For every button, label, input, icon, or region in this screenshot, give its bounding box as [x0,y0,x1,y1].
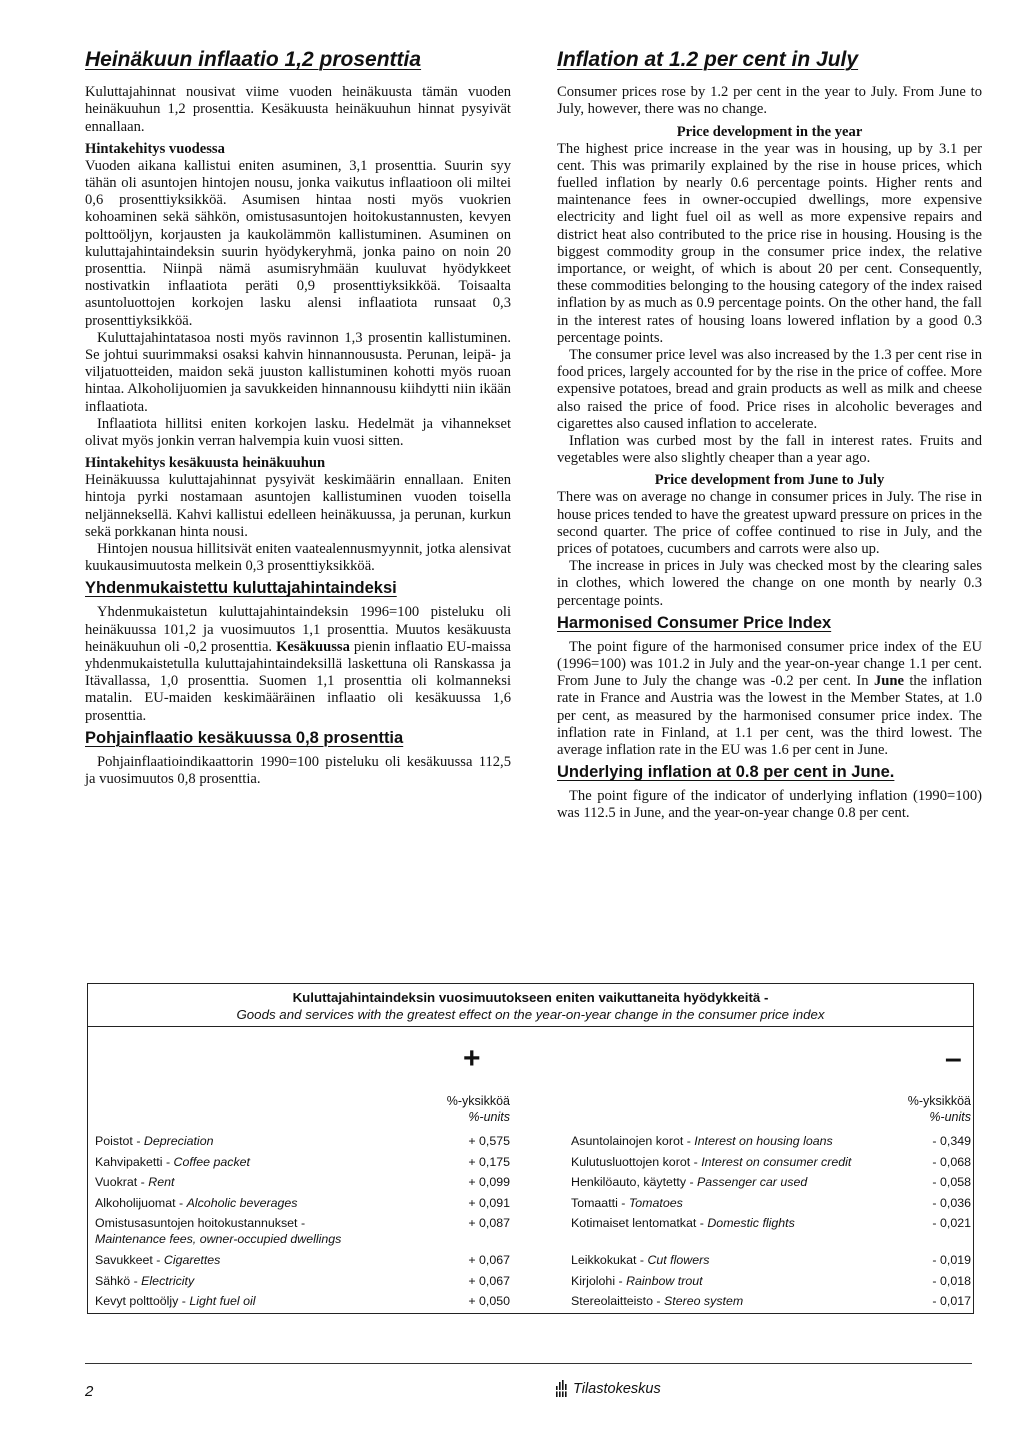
row-value: + 0,575 [468,1134,510,1148]
finnish-column [85,48,511,788]
finnish-hicp-title: Yhdenmukaistettu kuluttajahintaindeksi [85,579,397,598]
finnish-main-title: Heinäkuun inflaatio 1,2 prosenttia [85,48,422,71]
row-label-fi: Leikkokukat - [571,1253,648,1267]
row-label-fi: Kirjolohi - [571,1273,627,1288]
row-label-en: Interest on housing loans [694,1134,833,1148]
positive-unit-en: %-units [468,1110,510,1124]
row-value: - 0,349 [932,1134,971,1148]
english-paragraph-5: The increase in prices in July was checked most by the clearing sales in clothes, which lowered the change on one month by nearly 0.3 percentage points. [557,558,982,609]
negative-unit-label [840,1093,971,1125]
row-value: - 0,036 [932,1195,971,1210]
row-label-en: Cigarettes [163,1253,221,1267]
finnish-hicp-text-a: Yhdenmukaistetun kuluttajahintaindeksin 1996=100 pisteluku oli heinäkuussa 101,2 ja vuosimuutos 1,1 prosenttia. Muutos kesäkuusta heinäkuuhun oli -0,2 prosenttia. [85,604,511,655]
row-label-en: Coffee packet [173,1154,250,1169]
row-label-fi: Kahvipaketti - [95,1154,174,1169]
row-label [95,1252,425,1268]
row-label-en: Electricity [141,1273,195,1288]
positive-unit-label [380,1093,510,1125]
brand-name: Tilastokeskus [573,1381,661,1397]
row-label-fi: Kotimaiset lentomatkat - [571,1216,708,1230]
table-row [95,1152,510,1173]
row-value: - 0,017 [932,1294,971,1308]
row-label [95,1195,425,1211]
row-label-fi: Sähkö - [95,1273,142,1288]
row-value: - 0,058 [932,1175,971,1189]
row-label-en: Depreciation [143,1134,214,1148]
english-paragraph-4: There was on average no change in consumer prices in July. The rise in house prices tended to have the greatest upward pressure on prices in the second quarter. The price of coffee continued to rise in July, and the prices of potatoes, cucumbers and carrots were also up. [557,489,982,558]
row-label-fi: Vuokrat - [95,1175,149,1189]
positive-unit-fi: %-yksikköä [446,1094,510,1108]
table-row [95,1213,510,1250]
row-value: + 0,091 [468,1195,510,1210]
row-label-en: Stereo system [663,1294,744,1308]
table-row [571,1131,971,1152]
row-label-en: Light fuel oil [189,1294,256,1308]
row-label-fi: Stereolaitteisto - [571,1294,664,1308]
table-row [571,1172,971,1193]
table-row [95,1172,510,1193]
row-value: - 0,021 [932,1216,971,1230]
row-value: + 0,050 [468,1294,510,1308]
english-hicp-paragraph [557,639,982,759]
finnish-paragraph-3: Inflaatiota hillitsi eniten korkojen lasku. Hedelmät ja vihannekset olivat myös jonkin verran halvempia kuin vuosi sitten. [85,415,511,449]
plus-sign: + [463,1042,481,1075]
row-label [95,1174,425,1190]
english-paragraph-3: Inflation was curbed most by the fall in interest rates. Fruits and vegetables were also slightly cheaper than a year ago. [557,433,982,467]
row-label [571,1252,891,1268]
english-hicp-text-b: the inflation rate in France and Austria was the lowest in the Member States, at 1.0 per cent, as measured by the harmonised consumer price index. The inflation rate in Finland, at 1.1 per cent, was the third lowest. The average inflation rate in the EU was 1.6 per cent in June. [557,673,982,759]
english-underlying-paragraph: The point figure of the indicator of underlying inflation (1990=100) was 112.5 in June, and the year-on-year change 0.8 per cent. [557,788,982,822]
english-heading-month: Price development from June to July [654,472,885,489]
english-hicp-bold: June [873,673,904,690]
finnish-paragraph-5: Hintojen nousua hillitsivät eniten vaatealennusmyynnit, jotka alensivat kuukausimuutosta melkein 0,3 prosenttiyksikköä. [85,541,511,575]
english-heading-year: Price development in the year [676,123,863,140]
row-label [571,1174,891,1190]
row-label-en: Rainbow trout [626,1273,703,1288]
table-row [95,1271,510,1292]
negative-unit-en: %-units [929,1110,971,1124]
finnish-heading-month: Hintakehitys kesäkuusta heinäkuuhun [85,455,326,472]
english-underlying-title: Underlying inflation at 0.8 per cent in June. [557,763,895,782]
table-row [571,1250,971,1271]
row-label-en: Tomatoes [628,1195,683,1210]
row-label [571,1133,891,1149]
row-value: + 0,087 [468,1216,510,1230]
negative-effects-list [571,1131,971,1312]
table-row [571,1271,971,1292]
tilastokeskus-logo-icon [555,1380,569,1398]
finnish-intro: Kuluttajahinnat nousivat viime vuoden heinäkuusta tämän vuoden heinäkuuhun 1,2 prosenttia. Kesäkuusta heinäkuuhun hinnat pysyivät ennallaan. [85,84,511,135]
row-label-en: Passenger car used [697,1175,808,1189]
page-number: 2 [85,1383,94,1400]
footer-divider [85,1363,972,1364]
row-label-fi: Tomaatti - [571,1195,629,1210]
table-row [95,1131,510,1152]
finnish-paragraph-2: Kuluttajahintatasoa nosti myös ravinnon 1,3 prosentin kallistuminen. Se johtui suurimmaksi osaksi kahvin hinnannoususta. Perunan, leipä- ja viljatuotteiden, maidon sekä juuston kallistuminen kohotti myös ruoan hintaa. Alkoholijuomien ja savukkeiden hinnannousu kiihdytti niin ikään inflaatiota. [85,329,511,415]
table-row [571,1291,971,1312]
row-label [571,1273,891,1289]
row-value: - 0,019 [932,1253,971,1267]
finnish-underlying-paragraph: Pohjainflaatioindikaattorin 1990=100 pisteluku oli kesäkuussa 112,5 ja vuosimuutos 0,8 prosenttia. [85,753,511,787]
row-value: + 0,099 [468,1175,510,1189]
table-row [571,1213,971,1250]
table-row [571,1152,971,1173]
publisher-brand [555,1380,661,1398]
row-label-fi: Alkoholijuomat - [95,1195,187,1210]
row-value: + 0,175 [468,1154,510,1169]
row-label [571,1154,891,1170]
row-label-fi: Asuntolainojen korot - [571,1134,695,1148]
row-label-fi: Henkilöauto, käytetty - [571,1175,698,1189]
table-caption-finnish: Kuluttajahintaindeksin vuosimuutokseen eniten vaikuttaneita hyödykkeitä - [292,990,769,1005]
row-label [571,1293,891,1309]
row-label-fi: Omistusasuntojen hoitokustannukset - [95,1216,306,1230]
table-row [571,1193,971,1214]
row-label-en: Maintenance fees, owner-occupied dwellings [95,1232,342,1246]
row-label [95,1154,425,1170]
table-row [95,1250,510,1271]
english-paragraph-1: The highest price increase in the year was in housing, up by 3.1 per cent. This was primarily explained by the rise in house prices, which fuelled inflation by nearly 0.6 percentage points. Higher rents and maintenance fees in owner-occupied dwellings, more expensive electricity and light fuel oil as well as more expensive repairs and district heat also contributed to the price rise in housing. Housing is the biggest commodity group in the consumer price index, the relative importance, or weight, of which is about 20 per cent. Consequently, these commodities belonging to the housing category of the index raised inflation by as much as 0.9 percentage points. On the other hand, the fall in the interest rates of housing loans lowered inflation by a good 0.3 percentage points. [557,140,982,346]
row-label-fi: Kulutusluottojen korot - [571,1154,702,1169]
positive-effects-list [95,1131,510,1312]
row-label-fi: Poistot - [95,1134,144,1148]
english-hicp-title: Harmonised Consumer Price Index [557,613,832,632]
row-label-fi: Kevyt polttoöljy - [95,1294,190,1308]
negative-unit-fi: %-yksikköä [907,1094,971,1108]
english-paragraph-2: The consumer price level was also increased by the 1.3 per cent rise in food prices, largely accounted for by the rise in the price of coffee. More expensive potatoes, bread and grain products as well as milk and cheese also raised the price of food. Price rises in alcoholic beverages and cigarettes also caused inflation to accelerate. [557,346,982,432]
row-label-en: Alcoholic beverages [186,1195,298,1210]
finnish-heading-year: Hintakehitys vuodessa [85,140,225,157]
row-label-en: Interest on consumer credit [701,1154,852,1169]
english-hicp-text-a: The point figure of the harmonised consumer price index of the EU (1996=100) was 101.2 in July and the year-on-year change 1.1 per cent. From June to July the change was -0.2 per cent. In [557,638,982,690]
english-main-title: Inflation at 1.2 per cent in July [557,48,859,71]
finnish-hicp-text-b: pienin inflaatio EU-maissa yhdenmukaistetulla kuluttajahintaindeksillä laskettuna oli Ranskassa ja Itävallassa, 1,0 prosenttia. Suomen 1,1 prosenttia oli kolmanneksi matalin. EU-maiden keskimääräinen inflaatio oli kesäkuussa 1,6 prosenttia. [85,638,511,724]
finnish-paragraph-4: Heinäkuussa kuluttajahinnat pysyivät keskimäärin ennallaan. Eniten hintoja pyrki nostamaan asuntojen kallistuminen vuoden toisella neljänneksellä. Kahvi kallistui edelleen heinäkuussa, ja perunan, kurkun sekä porkkanan hinta nousi. [85,472,511,540]
row-label [95,1215,425,1247]
row-value: - 0,068 [932,1154,971,1169]
row-label-en: Rent [148,1175,175,1189]
finnish-underlying-title: Pohjainflaatio kesäkuussa 0,8 prosenttia [85,728,404,747]
table-row [95,1291,510,1312]
row-label-fi: Savukkeet - [95,1253,164,1267]
row-label [95,1133,425,1149]
table-caption-divider [87,1026,974,1027]
row-label [95,1273,425,1289]
finnish-paragraph-1: Vuoden aikana kallistui eniten asuminen, 3,1 prosenttia. Suurin syy tähän oli asuntojen hintojen nousu, jonka vaikutus inflaatioon oli miltei 0,6 prosenttiyksikköä. Asumisen hintaa nosti myös vuokrien kohoaminen sekä sähkön, omistusasuntojen hoitokustannusten, kevyen polttoöljyn, korjausten ja kaukolämmön kallistuminen. Asuminen on kuluttajahintaindeksin suurin hyödykeryhmä, jonka paino on noin 20 prosenttia. Niinpä nämä asumisryhmään kuuluvat hyödykkeet nostivatkin inflaatiota peräti 0,9 prosenttiyksikköä. Toisaalta asuntoluottojen korkojen lasku alensi inflaatiota runsaat 0,3 prosenttiyksikköä. [85,157,511,329]
table-caption-english: Goods and services with the greatest effect on the year-on-year change in the consumer price index [236,1007,825,1022]
finnish-hicp-bold: Kesäkuussa [276,638,350,655]
finnish-hicp-paragraph [85,604,511,724]
row-label-en: Domestic flights [707,1216,795,1230]
row-value: + 0,067 [468,1253,510,1267]
row-value: + 0,067 [468,1273,510,1288]
row-label [571,1215,891,1231]
table-row [95,1193,510,1214]
row-label [571,1195,891,1211]
row-value: - 0,018 [932,1273,971,1288]
minus-sign: – [945,1042,962,1075]
english-column [557,48,982,823]
row-label [95,1293,425,1309]
english-intro: Consumer prices rose by 1.2 per cent in the year to July. From June to July, however, there was no change. [557,84,982,118]
row-label-en: Cut flowers [647,1253,710,1267]
